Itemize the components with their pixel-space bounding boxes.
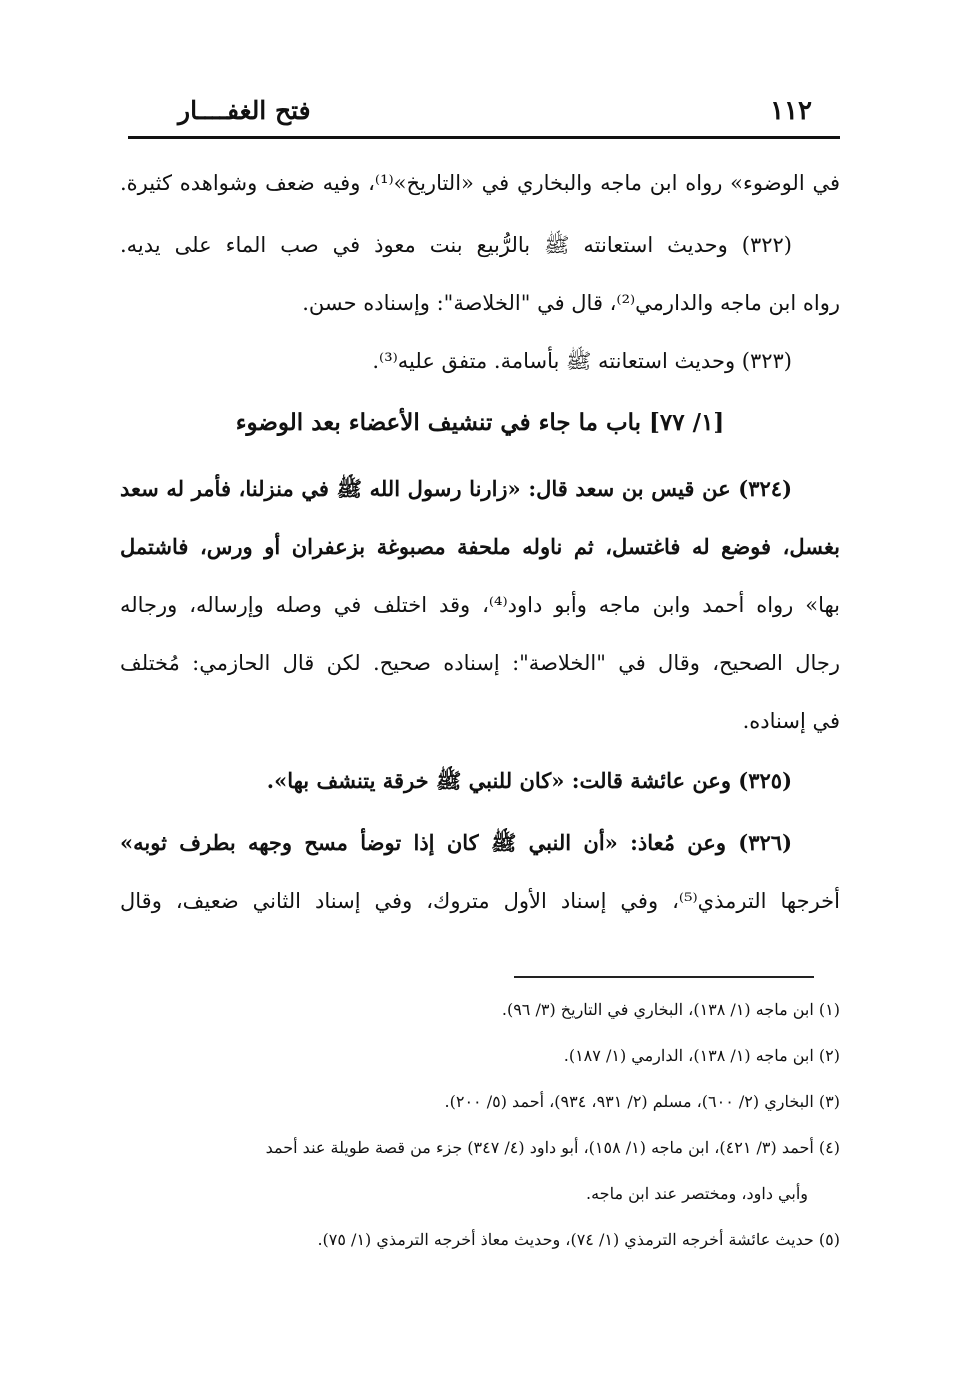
text-line: (٣٢٣) وحديث استعانته ﷺ بأسامة. متفق عليه⁽³⁾. xyxy=(372,349,792,373)
header-rule xyxy=(128,136,840,139)
page-number: ١١٢ xyxy=(770,96,812,126)
text-line: رواه ابن ماجه والدارمي⁽²⁾، قال في "الخلاصة": وإسناده حسن. xyxy=(302,291,840,315)
main-text xyxy=(120,160,840,916)
text-line: (٣٢٥) وعن عائشة قالت: «كان للنبي ﷺ خرقة يتنشف بها». xyxy=(266,768,792,793)
text-line: في إسناده. xyxy=(742,709,840,733)
text-line: رجال الصحيح، وقال في "الخلاصة": إسناده صحيح. لكن قال الحازمي: مُختلف xyxy=(120,651,840,675)
book-title: فتح الغفــــار xyxy=(178,96,311,125)
footnotes xyxy=(120,998,840,1252)
footnote: (٤) أحمد (٣/ ٤٢١)، ابن ماجه (١/ ١٥٨)، أبو داود (٤/ ٣٤٧) جزء من قصة طويلة عند أحمد xyxy=(265,1138,840,1157)
footnote: (٥) حديث عائشة أخرجه الترمذي (١/ ٧٤)، وحديث معاذ أخرجه الترمذي (١/ ٧٥). xyxy=(317,1230,840,1249)
page-header xyxy=(138,96,838,136)
text-line: (٣٢٤) عن قيس بن سعد قال: «زارنا رسول الله ﷺ في منزلنا، فأمر له سعد xyxy=(120,476,792,501)
footnote: (١) ابن ماجه (١/ ١٣٨)، البخاري في التاريخ (٣/ ٩٦). xyxy=(501,1000,840,1019)
text-line: (٣٢٢) وحديث استعانته ﷺ بالرُّبيع بنت معوذ في صب الماء على يديه. xyxy=(120,233,792,257)
footnote: (٣) البخاري (٢/ ٦٠٠)، مسلم (٢/ ٩٣١، ٩٣٤)، أحمد (٥/ ٢٠٠). xyxy=(444,1092,840,1111)
section-heading: [١/ ٧٧] باب ما جاء في تنشيف الأعضاء بعد الوضوء xyxy=(235,409,725,436)
footnote-separator xyxy=(514,976,814,978)
text-line: في الوضوء» رواه ابن ماجه والبخاري في «التاريخ»⁽¹⁾، وفيه ضعف وشواهده كثيرة. xyxy=(120,171,840,195)
text-line: بغسل، فوضع له فاغتسل، ثم ناوله ملحفة مصبوغة بزعفران أو ورس، فاشتمل xyxy=(120,534,840,559)
footnote: (٢) ابن ماجه (١/ ١٣٨)، الدارمي (١/ ١٨٧). xyxy=(563,1046,840,1065)
text-line: (٣٢٦) وعن مُعاذ: «أن النبي ﷺ كان إذا توضأ مسح وجهه بطرف ثوبه» xyxy=(120,830,792,855)
text-line: بها» رواه أحمد وابن ماجه وأبو داود⁽⁴⁾، وقد اختلف في وصله وإرساله، ورجاله xyxy=(120,593,840,617)
footnote: وأبي داود، ومختصر عند ابن ماجه. xyxy=(586,1184,808,1203)
text-line: أخرجها الترمذي⁽⁵⁾، وفي إسناد الأول متروك، وفي إسناد الثاني ضعيف، وقال xyxy=(120,889,840,913)
